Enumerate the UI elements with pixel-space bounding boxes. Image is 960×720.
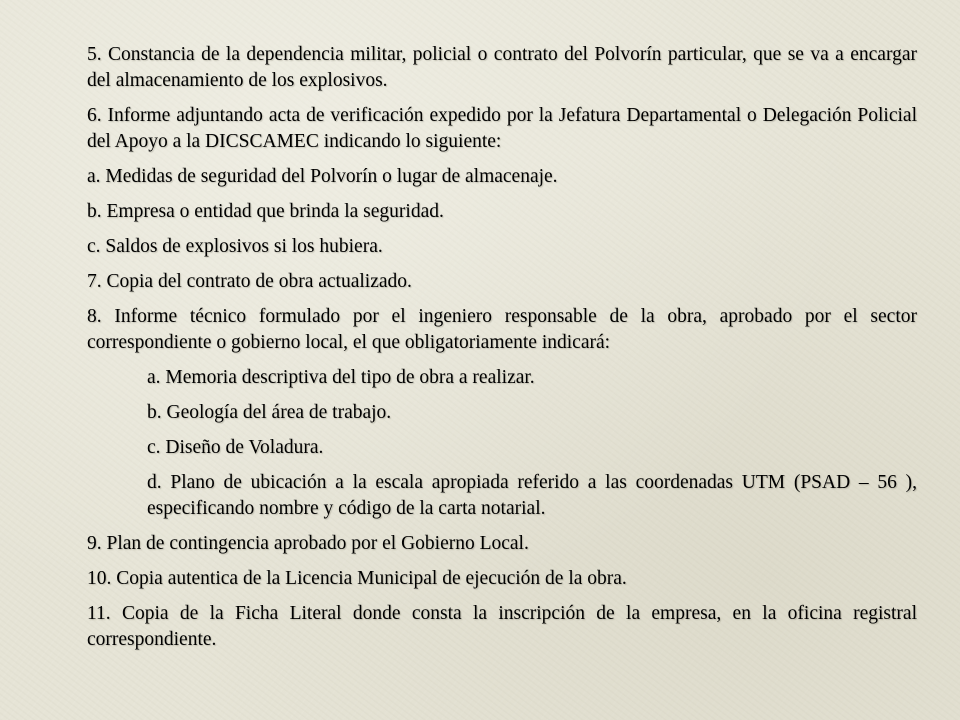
item-7-copia-contrato: 7. Copia del contrato de obra actualizado. — [87, 271, 412, 292]
item-8-informe-tecnico: 8. Informe técnico formulado por el ingeniero responsable de la obra, aprobado por el sector correspondiente o gobierno local, el que obligatoriamente indicará: — [87, 306, 917, 353]
item-6b-empresa-seguridad: b. Empresa o entidad que brinda la seguridad. — [87, 201, 444, 222]
item-10-licencia-municipal: 10. Copia autentica de la Licencia Municipal de ejecución de la obra. — [87, 568, 627, 589]
item-5-constancia: 5. Constancia de la dependencia militar, policial o contrato del Polvorín particular, que se va a encargar del almacenamiento de los explosivos. — [87, 44, 917, 91]
item-8c-diseno-voladura: c. Diseño de Voladura. — [147, 437, 324, 458]
item-6a-medidas-seguridad: a. Medidas de seguridad del Polvorín o lugar de almacenaje. — [87, 166, 558, 187]
item-6c-saldos-explosivos: c. Saldos de explosivos si los hubiera. — [87, 236, 383, 257]
item-11-ficha-literal: 11. Copia de la Ficha Literal donde consta la inscripción de la empresa, en la oficina registral correspondiente. — [87, 603, 917, 650]
slide-body — [87, 42, 917, 662]
item-8d-plano-ubicacion: d. Plano de ubicación a la escala apropiada referido a las coordenadas UTM (PSAD – 56 ), especificando nombre y código de la carta notarial. — [147, 472, 917, 519]
item-8b-geologia: b. Geología del área de trabajo. — [147, 402, 392, 423]
item-8a-memoria-descriptiva: a. Memoria descriptiva del tipo de obra a realizar. — [147, 367, 535, 388]
item-6-informe-verificacion: 6. Informe adjuntando acta de verificación expedido por la Jefatura Departamental o Delegación Policial del Apoyo a la DICSCAMEC indicando lo siguiente: — [87, 105, 917, 152]
item-9-plan-contingencia: 9. Plan de contingencia aprobado por el Gobierno Local. — [87, 533, 529, 554]
